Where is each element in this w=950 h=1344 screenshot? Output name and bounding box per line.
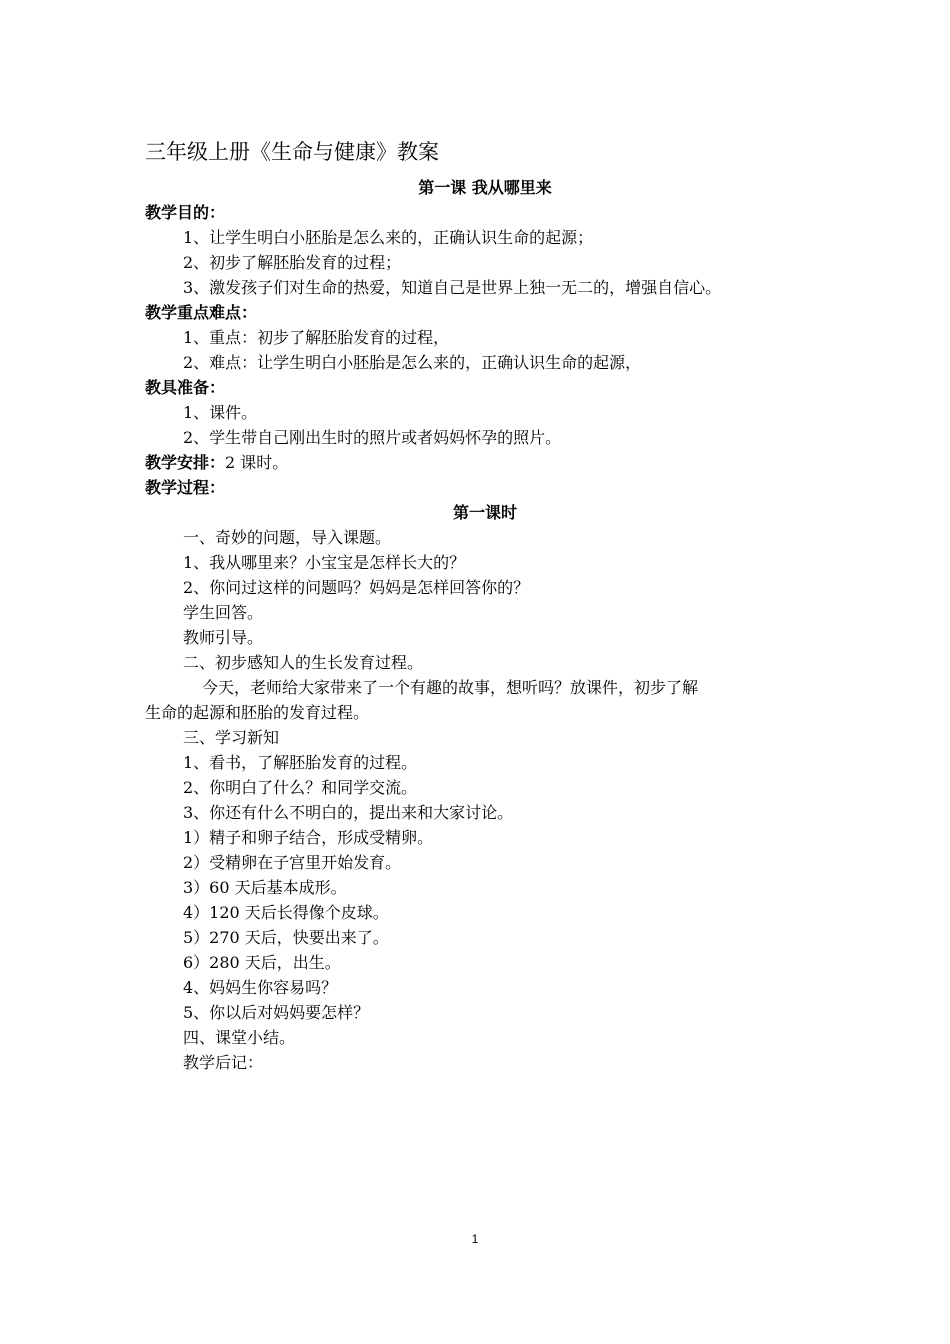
process-line: 1、我从哪里来？小宝宝是怎样长大的？ bbox=[183, 553, 466, 572]
schedule-line bbox=[145, 450, 825, 475]
process-line: 4）120 天后长得像个皮球。 bbox=[183, 903, 389, 922]
process-line: 四、课堂小结。 bbox=[183, 1028, 296, 1047]
story-paragraph-line: 生命的起源和胚胎的发育过程。 bbox=[145, 703, 370, 722]
process-line: 2）受精卵在子宫里开始发育。 bbox=[183, 853, 402, 872]
process-line: 1）精子和卵子结合，形成受精卵。 bbox=[183, 828, 434, 847]
process-line: 3、你还有什么不明白的，提出来和大家讨论。 bbox=[183, 803, 514, 822]
material-item: 1、课件。 bbox=[183, 403, 258, 422]
objective-item: 2、初步了解胚胎发育的过程； bbox=[183, 253, 402, 272]
key-points-heading: 教学重点难点： bbox=[145, 303, 258, 322]
session-title: 第一课时 bbox=[452, 503, 517, 522]
material-item: 2、学生带自己刚出生时的照片或者妈妈怀孕的照片。 bbox=[183, 428, 562, 447]
process-line: 学生回答。 bbox=[183, 603, 264, 622]
schedule-heading: 教学安排： bbox=[145, 453, 226, 472]
process-line: 5、你以后对妈妈要怎样？ bbox=[183, 1003, 370, 1022]
objective-item: 1、让学生明白小胚胎是怎么来的，正确认识生命的起源； bbox=[183, 228, 594, 247]
objective-item: 3、激发孩子们对生命的热爱，知道自己是世界上独一无二的，增强自信心。 bbox=[183, 278, 722, 297]
process-line: 1、看书，了解胚胎发育的过程。 bbox=[183, 753, 418, 772]
process-line: 2、你问过这样的问题吗？妈妈是怎样回答你的？ bbox=[183, 578, 530, 597]
key-point-item: 1、重点：初步了解胚胎发育的过程， bbox=[183, 328, 450, 347]
document-body bbox=[145, 175, 825, 1075]
story-paragraph-line: 今天，老师给大家带来了一个有趣的故事，想听吗？放课件，初步了解 bbox=[202, 678, 699, 697]
materials-heading: 教具准备： bbox=[145, 378, 226, 397]
process-line: 三、学习新知 bbox=[183, 728, 280, 747]
page-number: 1 bbox=[471, 1232, 479, 1246]
process-line: 3）60 天后基本成形。 bbox=[183, 878, 347, 897]
process-line: 2、你明白了什么？和同学交流。 bbox=[183, 778, 418, 797]
process-line: 一、奇妙的问题，导入课题。 bbox=[183, 528, 392, 547]
process-line: 二、初步感知人的生长发育过程。 bbox=[183, 653, 424, 672]
process-line: 4、妈妈生你容易吗？ bbox=[183, 978, 338, 997]
process-line: 5）270 天后，快要出来了。 bbox=[183, 928, 389, 947]
schedule-value: 2 课时。 bbox=[225, 453, 289, 472]
process-heading: 教学过程： bbox=[145, 478, 226, 497]
process-line: 教师引导。 bbox=[183, 628, 264, 647]
lesson-title: 第一课 我从哪里来 bbox=[418, 178, 552, 197]
process-line: 6）280 天后，出生。 bbox=[183, 953, 341, 972]
document-title: 三年级上册《生命与健康》教案 bbox=[145, 140, 439, 164]
process-line: 教学后记： bbox=[183, 1053, 264, 1072]
key-point-item: 2、难点：让学生明白小胚胎是怎么来的，正确认识生命的起源， bbox=[183, 353, 642, 372]
objectives-heading: 教学目的： bbox=[145, 203, 226, 222]
